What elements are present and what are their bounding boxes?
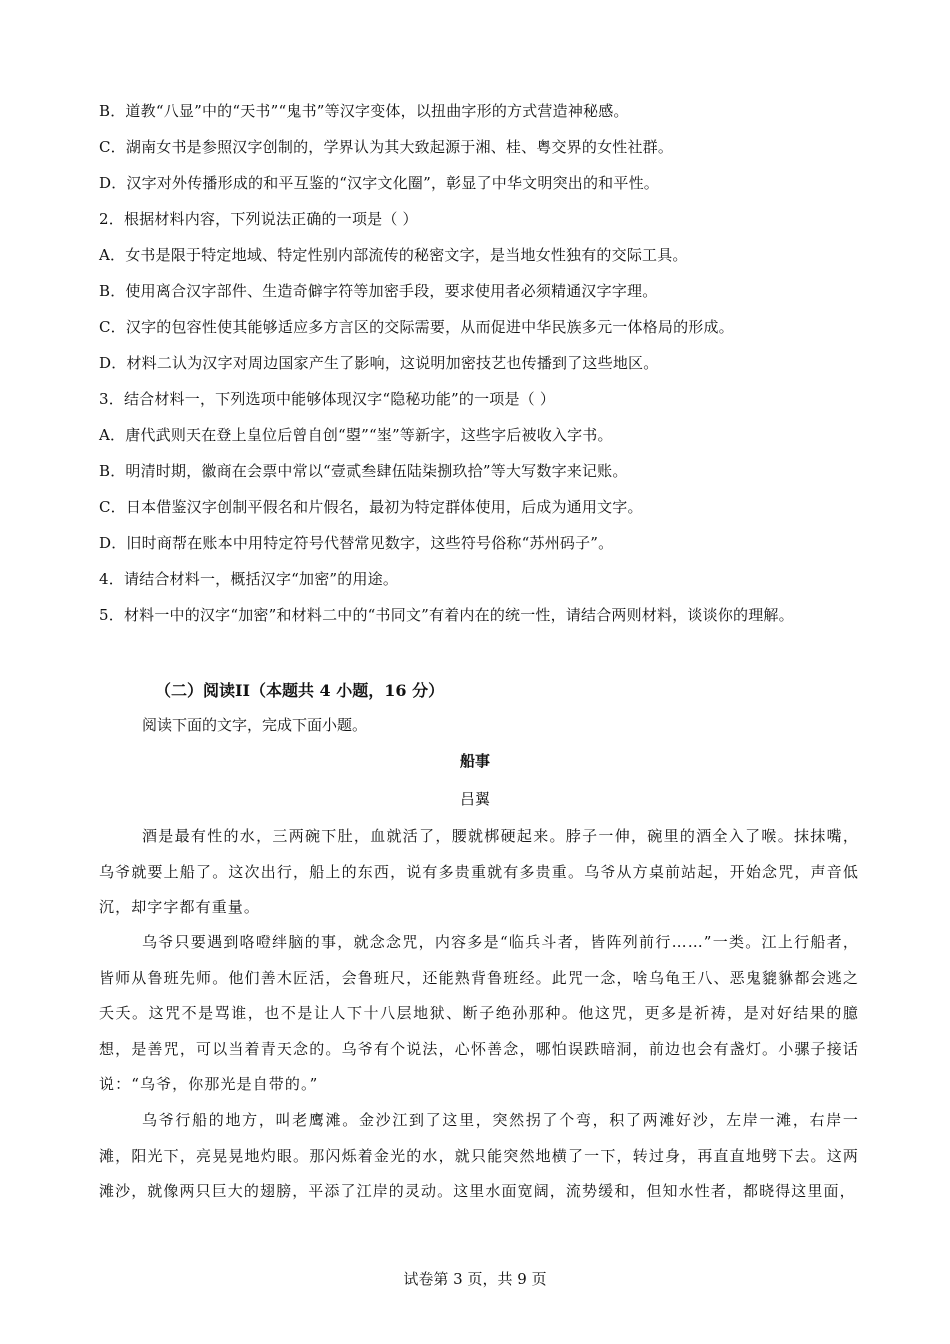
option-line-q3-d: D．旧时商帮在账本中用特定符号代替常见数字，这些符号俗称“苏州码子”。 [99,534,614,552]
question-3-stem: 3．结合材料一，下列选项中能够体现汉字“隐秘功能”的一项是（ ） [99,390,556,408]
story-title: 船事 [459,752,490,770]
section-heading: （二）阅读II（本题共 4 小题，16 分） [155,681,445,700]
story-author: 吕翼 [459,790,490,808]
option-line-q1-d: D．汉字对外传播形成的和平互鉴的“汉字文化圈”，彰显了中华文明突出的和平性。 [99,174,659,192]
option-line-q3-a: A．唐代武则天在登上皇位后曾自创“曌”“埊”等新字，这些字后被收入字书。 [99,426,613,444]
option-line-q2-b: B．使用离合汉字部件、生造奇僻字符等加密手段，要求使用者必须精通汉字字理。 [99,282,658,300]
story-paragraph: 乌爷行船的地方，叫老鹰滩。金沙江到了这里，突然拐了个弯，积了两滩好沙，左岸一滩，右岸一滩，阳光下，亮晃晃地灼眼。那闪烁着金光的水，就只能突然地横了一下，转过身，再直直地劈下去。这两滩沙，就像两只巨大的翅膀，平添了江岸的灵动。这里水面宽阔，流势缓和，但知水性者，都晓得这里面， [99,1111,859,1200]
option-line-q2-c: C．汉字的包容性使其能够适应多方言区的交际需要，从而促进中华民族多元一体格局的形成。 [99,318,734,336]
story-paragraph: 乌爷只要遇到咯噔绊脑的事，就念念咒，内容多是“临兵斗者，皆阵列前行……”一类。江上行船者，皆师从鲁班先师。他们善木匠活，会鲁班尺，还能熟背鲁班经。此咒一念，啥乌龟王八、恶鬼貔貅都会逃之夭夭。这咒不是骂谁，也不是让人下十八层地狱、断子绝孙那种。他这咒，更多是祈祷，是对好结果的臆想，是善咒，可以当着青天念的。乌爷有个说法，心怀善念，哪怕误跌暗洞，前边也会有盏灯。小骡子接话说：“乌爷，你那光是自带的。” [99,933,859,1093]
question-4-stem: 4．请结合材料一，概括汉字“加密”的用途。 [99,570,399,588]
option-line-q3-b: B．明清时期，徽商在会票中常以“壹贰叁肆伍陆柒捌玖拾”等大写数字来记账。 [99,462,628,480]
option-line-q2-a: A．女书是限于特定地域、特定性别内部流传的秘密文字，是当地女性独有的交际工具。 [99,246,688,264]
option-line-q1-c: C．湖南女书是参照汉字创制的，学界认为其大致起源于湘、桂、粤交界的女性社群。 [99,138,674,156]
reading-instruction: 阅读下面的文字，完成下面小题。 [142,716,368,734]
story-paragraph: 酒是最有性的水，三两碗下肚，血就活了，腰就梆硬起来。脖子一伸，碗里的酒全入了喉。抹抹嘴，乌爷就要上船了。这次出行，船上的东西，说有多贵重就有多贵重。乌爷从方桌前站起，开始念咒，声音低沉，却字字都有重量。 [99,827,859,916]
option-line-q2-d: D．材料二认为汉字对周边国家产生了影响，这说明加密技艺也传播到了这些地区。 [99,354,659,372]
page-footer: 试卷第 3 页，共 9 页 [403,1270,547,1288]
question-5-stem: 5．材料一中的汉字“加密”和材料二中的“书同文”有着内在的统一性，请结合两则材料，谈谈你的理解。 [99,606,794,624]
option-line-q3-c: C．日本借鉴汉字创制平假名和片假名，最初为特定群体使用，后成为通用文字。 [99,498,643,516]
question-2-stem: 2．根据材料内容，下列说法正确的一项是（ ） [99,210,418,228]
option-line-q1-b: B．道教“八显”中的“天书”“鬼书”等汉字变体，以扭曲字形的方式营造神秘感。 [99,102,629,120]
